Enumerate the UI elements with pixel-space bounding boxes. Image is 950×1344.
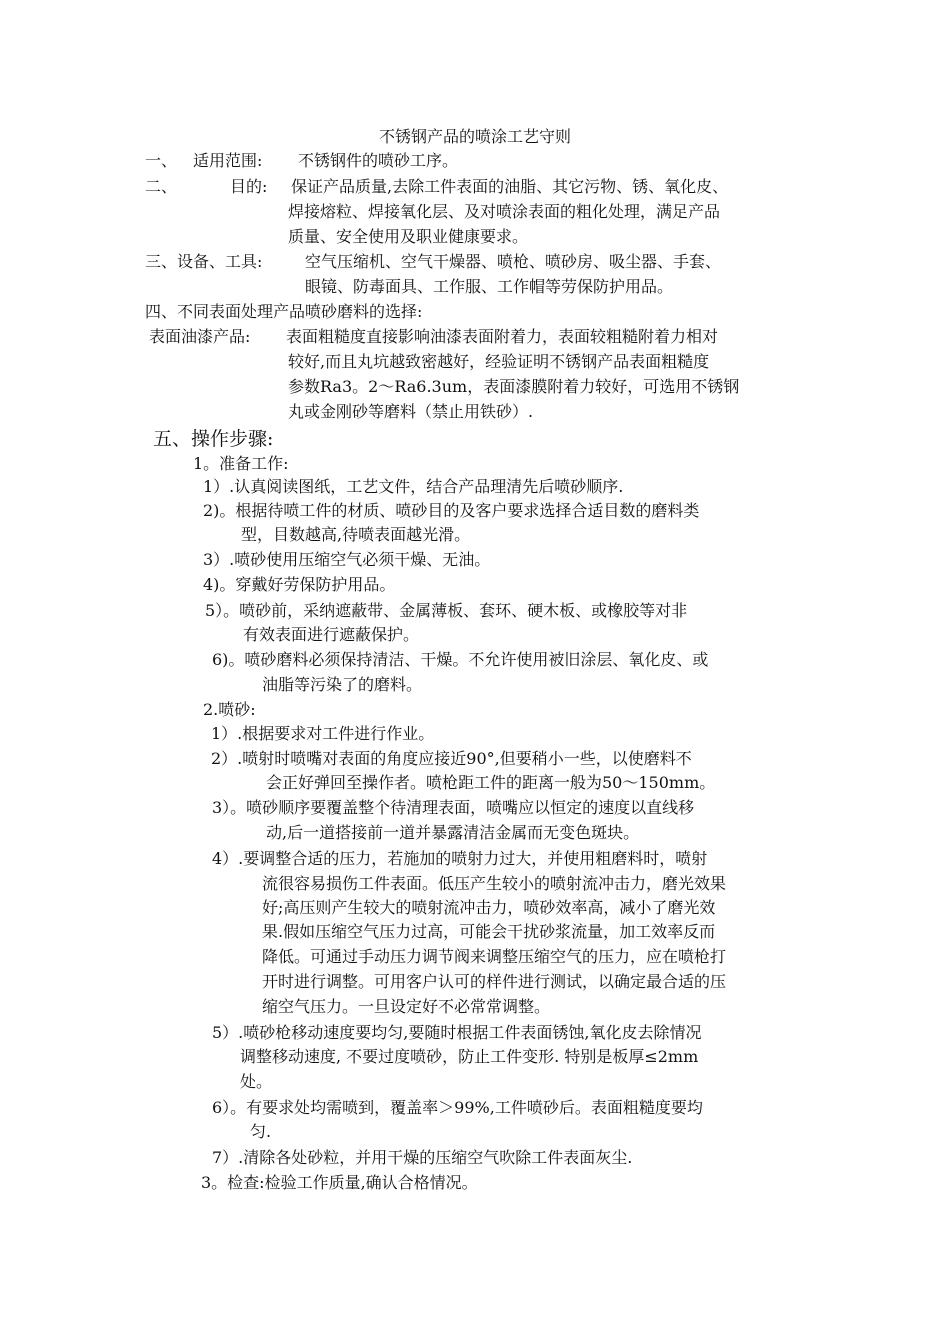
list-item: 2）.喷射时喷嘴对表面的角度应接近90°,但要稍小一些，以使磨料不 — [211, 749, 692, 768]
list-item: 7）.清除各处砂粒，并用干燥的压缩空气吹除工件表面灰尘. — [212, 1148, 633, 1167]
section-heading: 五、操作步骤: — [153, 428, 274, 450]
section-heading: 四、不同表面处理产品喷砂磨料的选择: — [145, 302, 423, 321]
subsection-heading: 3。检查:检验工作质量,确认合格情况。 — [201, 1173, 478, 1192]
list-item-continuation: 好;高压则产生较大的喷射流冲击力，喷砂效率高，减小了磨光效 — [262, 898, 716, 917]
document-title: 不锈钢产品的喷涂工艺守则 — [378, 127, 571, 146]
list-item: 4)。穿戴好劳保防护用品。 — [203, 575, 396, 594]
list-item: 3）。喷砂顺序要覆盖整个待清理表面，喷嘴应以恒定的速度以直线移 — [212, 798, 695, 817]
text-line: 焊接熔粒、焊接氧化层、及对喷涂表面的粗化处理，满足产品 — [288, 202, 721, 221]
text-line: 保证产品质量,去除工件表面的油脂、其它污物、锈、氧化皮、 — [291, 177, 729, 196]
section-number: 二、 — [145, 177, 178, 196]
list-item: 5）。喷砂前，采纳遮蔽带、金属薄板、套环、硬木板、或橡胶等对非 — [205, 601, 688, 620]
list-item: 1）.认真阅读图纸，工艺文件，结合产品理清先后喷砂顺序. — [203, 477, 624, 496]
text-line: 空气压缩机、空气干燥器、喷枪、喷砂房、吸尘器、手套、 — [305, 252, 722, 271]
list-item-continuation: 调整移动速度, 不要过度喷砂，防止工件变形. 特别是板厚≤2mm — [240, 1047, 699, 1066]
list-item-continuation: 动,后一道搭接前一道并暴露清洁金属而无变色斑块。 — [266, 823, 640, 842]
text-line: 较好,而且丸坑越致密越好，经验证明不锈钢产品表面粗糙度 — [288, 352, 710, 371]
text-line: 参数Ra3。2～Ra6.3um，表面漆膜附着力较好，可选用不锈钢 — [288, 377, 740, 396]
subsection-heading: 1。准备工作: — [193, 454, 289, 473]
section-label: 目的: — [230, 177, 268, 196]
list-item: 5）.喷砂枪移动速度要均匀,要随时根据工件表面锈蚀,氧化皮去除情况 — [212, 1023, 702, 1042]
list-item: 1）.根据要求对工件进行作业。 — [211, 724, 435, 743]
list-item: 3）.喷砂使用压缩空气必须干燥、无油。 — [203, 550, 491, 569]
text-line: 丸或金刚砂等磨料（禁止用铁砂）. — [288, 402, 534, 421]
section-label: 三、设备、工具: — [145, 252, 263, 271]
list-item: 6)。喷砂磨料必须保持清洁、干燥。不允许使用被旧涂层、氧化皮、或 — [212, 650, 709, 669]
list-item: 6）。有要求处均需喷到，覆盖率＞99%,工件喷砂后。表面粗糙度要均 — [212, 1098, 703, 1117]
list-item-continuation: 缩空气压力。一旦设定好不必常常调整。 — [262, 997, 551, 1016]
section-number: 一、 — [145, 151, 178, 170]
list-item-continuation: 开时进行调整。可用客户认可的样件进行测试，以确定最合适的压 — [262, 972, 727, 991]
section-text: 不锈钢件的喷砂工序。 — [298, 151, 459, 170]
list-item-continuation: 匀. — [250, 1122, 272, 1141]
list-item-continuation: 油脂等污染了的磨料。 — [262, 675, 423, 694]
section-label: 适用范围: — [193, 151, 263, 170]
list-item: 2)。根据待喷工件的材质、喷砂目的及客户要求选择合适目数的磨料类 — [203, 501, 700, 520]
text-line: 质量、安全使用及职业健康要求。 — [288, 227, 529, 246]
section-label: 表面油漆产品: — [149, 327, 251, 346]
text-line: 表面粗糙度直接影响油漆表面附着力，表面较粗糙附着力相对 — [286, 327, 719, 346]
list-item-continuation: 会正好弹回至操作者。喷枪距工件的距离一般为50～150mm。 — [266, 773, 716, 792]
list-item: 4）.要调整合适的压力，若施加的喷射力过大，并使用粗磨料时，喷射 — [212, 849, 708, 868]
subsection-heading: 2.喷砂: — [203, 700, 256, 719]
text-line: 眼镜、防毒面具、工作服、工作帽等劳保防护用品。 — [305, 277, 674, 296]
list-item-continuation: 流很容易损伤工件表面。低压产生较小的喷射流冲击力，磨光效果 — [262, 874, 727, 893]
list-item-continuation: 有效表面进行遮蔽保护。 — [243, 625, 420, 644]
list-item-continuation: 果.假如压缩空气压力过高，可能会干扰砂浆流量，加工效率反而 — [262, 922, 716, 941]
list-item-continuation: 降低。可通过手动压力调节阀来调整压缩空气的压力，应在喷枪打 — [262, 947, 727, 966]
list-item-continuation: 型，目数越高,待喷表面越光滑。 — [241, 525, 471, 544]
list-item-continuation: 处。 — [240, 1072, 273, 1091]
